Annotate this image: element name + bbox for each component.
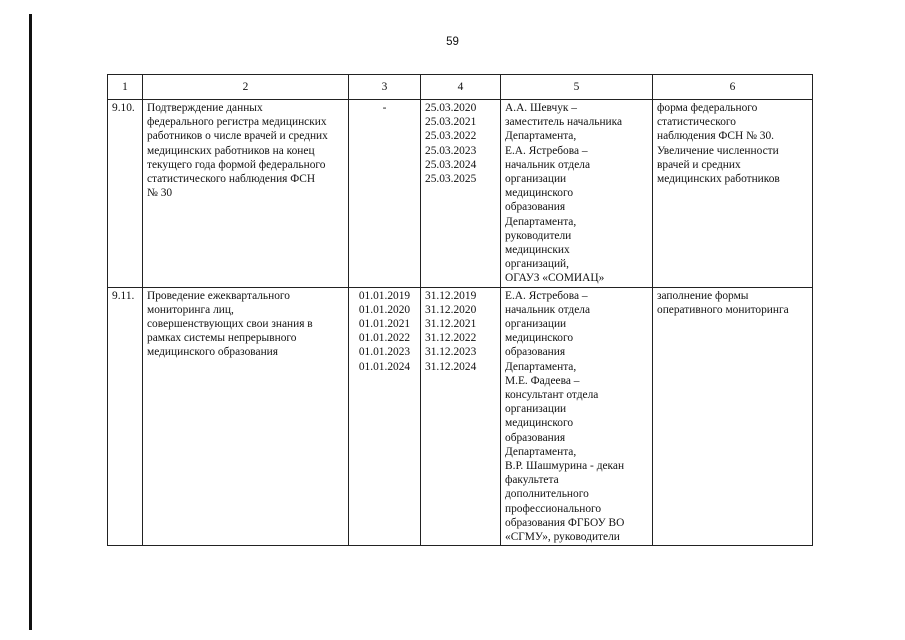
responsible-line: организации — [505, 403, 567, 416]
event-cell — [143, 100, 349, 288]
responsible-line: образования — [505, 201, 566, 214]
responsible-line: Департамента, — [505, 445, 577, 458]
event-line: федерального регистра медицинских — [147, 116, 327, 129]
result-line: врачей и средних — [657, 158, 741, 171]
start-date-cell — [349, 287, 421, 546]
row-number-cell: 9.11. — [108, 287, 143, 546]
result-line: статистического — [657, 116, 736, 129]
header-row — [108, 75, 813, 100]
end-date-line: 25.03.2024 — [425, 158, 477, 171]
event-line: рамках системы непрерывного — [147, 332, 297, 345]
responsible-line: профессионального — [505, 502, 602, 515]
responsible-line: заместитель начальника — [505, 116, 623, 129]
responsible-line: Департамента, — [505, 215, 577, 228]
result-line: наблюдения ФСН № 30. — [657, 130, 775, 143]
column-header: 4 — [421, 75, 501, 100]
responsible-line: Департамента, — [505, 360, 577, 373]
responsible-line: А.А. Шевчук – — [505, 102, 577, 114]
responsible-line: Е.А. Ястребова – — [505, 144, 588, 157]
responsible-cell — [501, 287, 653, 546]
end-date-line: 25.03.2023 — [425, 144, 477, 157]
end-date-line: 25.03.2020 — [425, 102, 477, 114]
end-date-line: 25.03.2021 — [425, 116, 477, 129]
start-date-line: 01.01.2024 — [358, 360, 411, 373]
responsible-line: медицинских — [505, 244, 570, 257]
end-date-line: 31.12.2022 — [425, 332, 477, 345]
result-line: Увеличение численности — [657, 144, 779, 157]
end-date-line: 31.12.2020 — [425, 303, 477, 316]
event-line: Подтверждение данных — [147, 102, 263, 114]
end-date-line: 31.12.2024 — [425, 360, 477, 373]
responsible-line: ОГАУЗ «СОМИАЦ» — [505, 272, 605, 285]
responsible-line: медицинского — [505, 187, 574, 200]
end-date-line: 31.12.2023 — [425, 346, 477, 359]
event-line: текущего года формой федерального — [147, 158, 326, 171]
responsible-line: начальник отдела — [505, 158, 590, 171]
event-line: мониторинга лиц, — [147, 303, 234, 316]
end-date-line: 31.12.2019 — [425, 289, 477, 302]
event-line: работников о числе врачей и средних — [147, 130, 328, 143]
responsible-line: медицинского — [505, 332, 574, 345]
column-header: 1 — [108, 75, 143, 100]
responsible-line: М.Е. Фадеева – — [505, 374, 580, 387]
plan-table — [107, 74, 813, 546]
responsible-line: образования ФГБОУ ВО — [505, 516, 625, 529]
end-date-cell — [421, 100, 501, 288]
column-header: 3 — [349, 75, 421, 100]
result-line: оперативного мониторинга — [657, 303, 789, 316]
start-date-cell — [349, 100, 421, 288]
column-header: 5 — [501, 75, 653, 100]
responsible-line: образования — [505, 346, 566, 359]
event-line: Проведение ежеквартального — [147, 289, 290, 302]
responsible-line: В.Р. Шашмурина - декан — [505, 460, 625, 473]
responsible-line: образования — [505, 431, 566, 444]
end-date-line: 31.12.2021 — [425, 318, 477, 331]
responsible-line: «СГМУ», руководители — [505, 531, 620, 544]
start-date-line: 01.01.2020 — [358, 303, 411, 316]
column-header: 2 — [143, 75, 349, 100]
start-date-line: 01.01.2022 — [358, 332, 411, 345]
row-number-cell: 9.10. — [108, 100, 143, 288]
end-date-line: 25.03.2022 — [425, 130, 477, 143]
responsible-line: организаций, — [505, 258, 569, 271]
event-cell — [143, 287, 349, 546]
event-line: № 30 — [147, 187, 173, 200]
responsible-cell — [501, 100, 653, 288]
column-header: 6 — [653, 75, 813, 100]
end-date-line: 25.03.2025 — [425, 173, 477, 186]
table-row — [108, 100, 813, 288]
responsible-line: медицинского — [505, 417, 574, 430]
responsible-line: дополнительного — [505, 488, 589, 501]
responsible-line: начальник отдела — [505, 303, 590, 316]
responsible-line: консультант отдела — [505, 389, 599, 402]
result-cell — [653, 287, 813, 546]
start-date-line: - — [382, 102, 387, 114]
event-line: медицинских работников на конец — [147, 144, 315, 157]
responsible-line: организации — [505, 318, 567, 331]
start-date-line: 01.01.2021 — [358, 318, 411, 331]
event-line: медицинского образования — [147, 346, 279, 359]
result-line: форма федерального — [657, 102, 758, 114]
event-line: статистического наблюдения ФСН — [147, 173, 316, 186]
responsible-line: организации — [505, 173, 567, 186]
responsible-line: руководители — [505, 229, 572, 242]
end-date-cell — [421, 287, 501, 546]
event-line: совершенствующих свои знания в — [147, 318, 313, 331]
result-line: заполнение формы — [657, 289, 749, 302]
page-number: 59 — [446, 36, 459, 48]
start-date-line: 01.01.2023 — [358, 346, 411, 359]
result-line: медицинских работников — [657, 173, 780, 186]
result-cell — [653, 100, 813, 288]
responsible-line: факультета — [505, 474, 559, 487]
responsible-line: Е.А. Ястребова – — [505, 289, 588, 302]
start-date-line: 01.01.2019 — [358, 289, 411, 302]
responsible-line: Департамента, — [505, 130, 577, 143]
table-row — [108, 287, 813, 546]
scan-edge-bar — [29, 14, 32, 630]
